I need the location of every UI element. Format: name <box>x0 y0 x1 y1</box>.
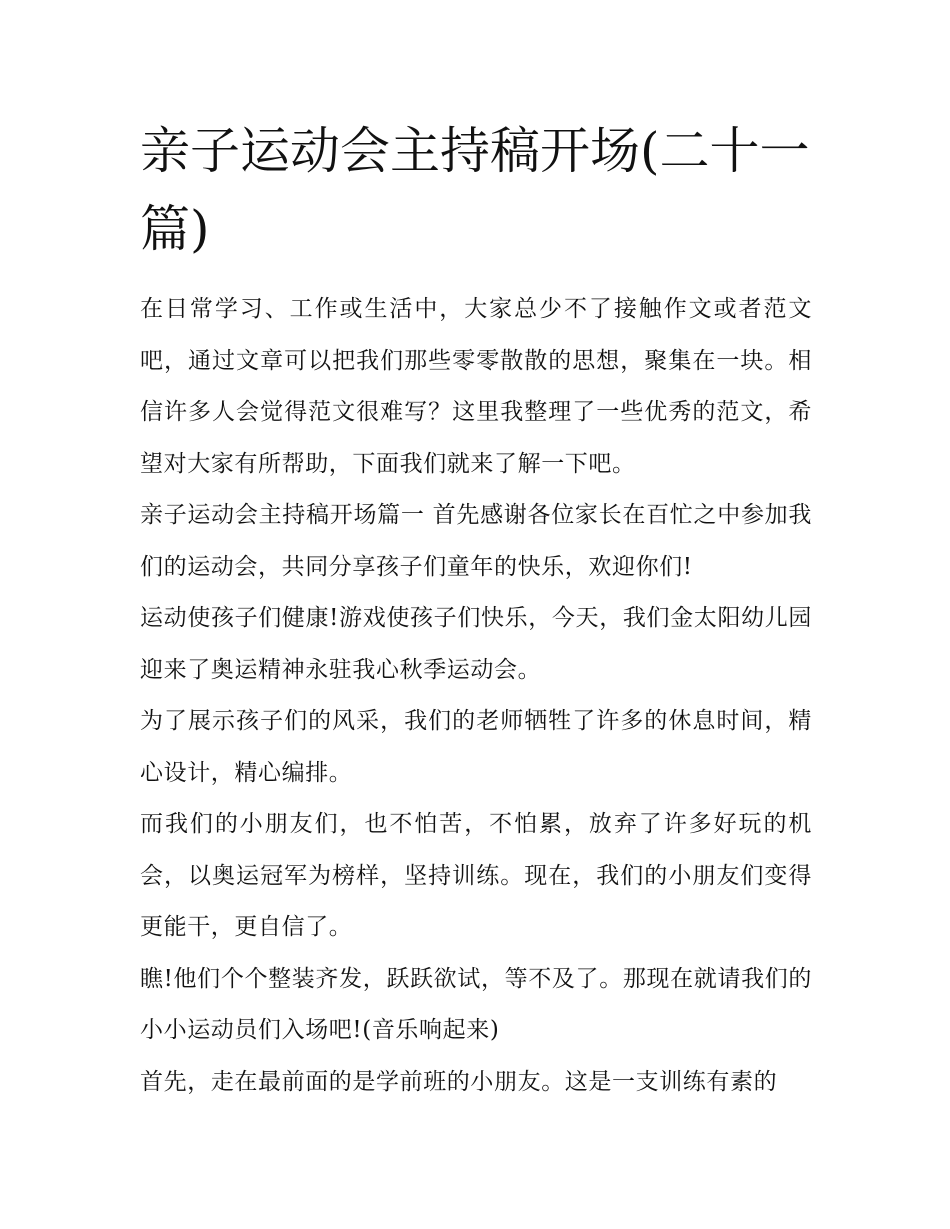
paragraph-4: 而我们的小朋友们，也不怕苦，不怕累，放弃了许多好玩的机会，以奥运冠军为榜样，坚持训练。现在，我们的小朋友们变得更能干，更自信了。 <box>140 811 812 940</box>
paragraph-intro: 在日常学习、工作或生活中，大家总少不了接触作文或者范文吧，通过文章可以把我们那些零零散散的思想，聚集在一块。相信许多人会觉得范文很难写？这里我整理了一些优秀的范文，希望对大家有所帮助，下面我们就来了解一下吧。 <box>140 296 812 477</box>
paragraph-1: 亲子运动会主持稿开场篇一 首先感谢各位家长在百忙之中参加我们的运动会，共同分享孩子们童年的快乐，欢迎你们! <box>140 502 812 580</box>
document-title: 亲子运动会主持稿开场(二十一篇) <box>140 122 810 258</box>
paragraph-2: 运动使孩子们健康!游戏使孩子们快乐，今天，我们金太阳幼儿园迎来了奥运精神永驻我心秋季运动会。 <box>140 605 812 683</box>
document-page <box>140 112 812 1108</box>
paragraph-6: 首先，走在最前面的是学前班的小朋友。这是一支训练有素的 <box>140 1068 778 1095</box>
paragraph-5: 瞧!他们个个整装齐发，跃跃欲试，等不及了。那现在就请我们的小小运动员们入场吧!(音乐响起来) <box>140 965 812 1043</box>
paragraph-3: 为了展示孩子们的风采，我们的老师牺牲了许多的休息时间，精心设计，精心编排。 <box>140 708 812 786</box>
